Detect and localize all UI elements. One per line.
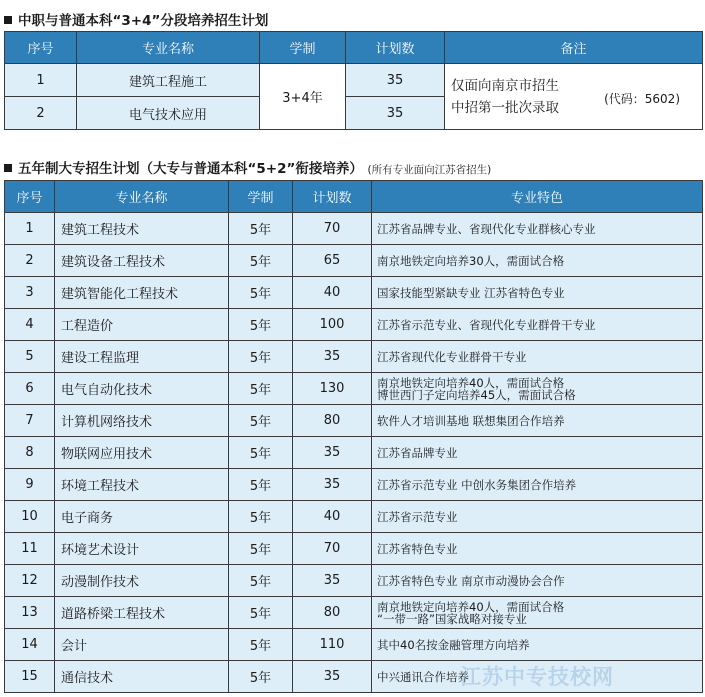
- row-duration: 5年: [229, 341, 293, 373]
- row-plan: 100: [293, 309, 372, 341]
- feature-line: 江苏省现代化专业群骨干专业: [377, 349, 527, 364]
- row-major: 建筑智能化工程技术: [55, 277, 229, 309]
- row-no: 1: [5, 64, 77, 97]
- row-major: 计算机网络技术: [55, 405, 229, 437]
- row-no: 13: [5, 597, 55, 629]
- row-feature: [372, 373, 703, 405]
- row-major: 建筑工程施工: [77, 64, 260, 97]
- header-duration: 学制: [260, 32, 346, 64]
- row-plan: 35: [346, 64, 445, 97]
- feature-line: 江苏省品牌专业: [377, 445, 458, 460]
- row-major: 电子商务: [55, 501, 229, 533]
- row-major: 动漫制作技术: [55, 565, 229, 597]
- feature-line: 江苏省特色专业: [377, 541, 458, 556]
- row-feature: [372, 597, 703, 629]
- row-no: 2: [5, 97, 77, 130]
- row-duration: 5年: [229, 277, 293, 309]
- row-duration: 3+4年: [260, 64, 346, 130]
- header-duration: 学制: [229, 181, 293, 213]
- row-duration: 5年: [229, 309, 293, 341]
- header-major: 专业名称: [77, 32, 260, 64]
- feature-line: “一带一路”国家战略对接专业: [377, 611, 527, 626]
- row-major: 道路桥梁工程技术: [55, 597, 229, 629]
- row-duration: 5年: [229, 469, 293, 501]
- row-major: 工程造价: [55, 309, 229, 341]
- table-row: [5, 405, 703, 437]
- vocational-bachelor-plan-table: [4, 31, 703, 130]
- feature-line: 江苏省品牌专业、省现代化专业群核心专业: [377, 221, 596, 236]
- row-no: 11: [5, 533, 55, 565]
- row-feature: [372, 469, 703, 501]
- table-header-row: [5, 181, 703, 213]
- row-no: 9: [5, 469, 55, 501]
- row-plan: 80: [293, 597, 372, 629]
- row-major: 电气自动化技术: [55, 373, 229, 405]
- row-no: 12: [5, 565, 55, 597]
- row-feature: [372, 213, 703, 245]
- header-no: 序号: [5, 32, 77, 64]
- feature-line: 中兴通讯合作培养: [377, 669, 469, 684]
- table-row: [5, 501, 703, 533]
- row-feature: [372, 309, 703, 341]
- feature-line: 博世西门子定向培养45人，需面试合格: [377, 387, 576, 402]
- table-row: [5, 245, 703, 277]
- row-plan: 35: [293, 437, 372, 469]
- row-major: 电气技术应用: [77, 97, 260, 130]
- row-plan: 35: [346, 97, 445, 130]
- table-row: [5, 565, 703, 597]
- row-no: 7: [5, 405, 55, 437]
- row-duration: 5年: [229, 437, 293, 469]
- row-no: 15: [5, 661, 55, 693]
- row-feature: [372, 565, 703, 597]
- row-plan: 70: [293, 533, 372, 565]
- row-plan: 40: [293, 501, 372, 533]
- row-duration: 5年: [229, 213, 293, 245]
- header-plan: 计划数: [346, 32, 445, 64]
- row-no: 5: [5, 341, 55, 373]
- row-major: 物联网应用技术: [55, 437, 229, 469]
- row-no: 14: [5, 629, 55, 661]
- row-major: 建设工程监理: [55, 341, 229, 373]
- row-feature: [372, 533, 703, 565]
- section1-title: 中职与普通本科“3+4”分段培养招生计划: [4, 9, 268, 29]
- section2-title: 五年制大专招生计划（大专与普通本科“5+2”衔接培养） (所有专业面向江苏省招生): [4, 157, 491, 177]
- row-feature: [372, 629, 703, 661]
- row-duration: 5年: [229, 629, 293, 661]
- row-plan: 70: [293, 213, 372, 245]
- header-remark: 备注: [445, 32, 703, 64]
- feature-line: 南京地铁定向培养40人，需面试合格: [377, 375, 565, 390]
- row-no: 4: [5, 309, 55, 341]
- table-header-row: [5, 32, 703, 64]
- row-feature: [372, 277, 703, 309]
- row-feature: [372, 245, 703, 277]
- feature-line: 南京地铁定向培养30人，需面试合格: [377, 253, 565, 268]
- row-plan: 35: [293, 565, 372, 597]
- row-feature: [372, 501, 703, 533]
- row-plan: 130: [293, 373, 372, 405]
- row-feature: [372, 437, 703, 469]
- table-row: [5, 437, 703, 469]
- feature-line: 江苏省特色专业 南京市动漫协会合作: [377, 573, 565, 588]
- header-major: 专业名称: [55, 181, 229, 213]
- feature-line: 江苏省示范专业 中创水务集团合作培养: [377, 477, 577, 492]
- row-major: 建筑工程技术: [55, 213, 229, 245]
- row-duration: 5年: [229, 245, 293, 277]
- feature-line: 江苏省示范专业、省现代化专业群骨干专业: [377, 317, 596, 332]
- remark-cell: [445, 64, 703, 130]
- row-duration: 5年: [229, 501, 293, 533]
- row-plan: 110: [293, 629, 372, 661]
- table-row: [5, 373, 703, 405]
- row-major: 建筑设备工程技术: [55, 245, 229, 277]
- row-feature: [372, 405, 703, 437]
- section2-note: (所有专业面向江苏省招生): [367, 164, 492, 176]
- table-row: [5, 533, 703, 565]
- header-plan: 计划数: [293, 181, 372, 213]
- header-feature: 专业特色: [372, 181, 703, 213]
- square-bullet-icon: [4, 16, 12, 24]
- table-row: [5, 597, 703, 629]
- row-plan: 40: [293, 277, 372, 309]
- row-duration: 5年: [229, 373, 293, 405]
- table-row: [5, 629, 703, 661]
- row-plan: 80: [293, 405, 372, 437]
- feature-line: 软件人才培训基地 联想集团合作培养: [377, 413, 565, 428]
- row-plan: 35: [293, 469, 372, 501]
- row-duration: 5年: [229, 565, 293, 597]
- feature-line: 南京地铁定向培养40人，需面试合格: [377, 599, 565, 614]
- row-major: 通信技术: [55, 661, 229, 693]
- row-duration: 5年: [229, 533, 293, 565]
- remark-code: (代码：5602): [604, 92, 680, 106]
- table-row: [5, 309, 703, 341]
- remark-line-2: 中招第一批次录取: [451, 99, 559, 116]
- feature-line: 江苏省示范专业: [377, 509, 458, 524]
- row-plan: 35: [293, 661, 372, 693]
- five-year-college-plan-table: [4, 180, 703, 693]
- row-major: 环境工程技术: [55, 469, 229, 501]
- row-duration: 5年: [229, 405, 293, 437]
- row-no: 8: [5, 437, 55, 469]
- feature-line: 国家技能型紧缺专业 江苏省特色专业: [377, 285, 565, 300]
- row-feature: [372, 341, 703, 373]
- row-no: 10: [5, 501, 55, 533]
- row-no: 3: [5, 277, 55, 309]
- row-plan: 35: [293, 341, 372, 373]
- row-major: 环境艺术设计: [55, 533, 229, 565]
- table-row: [5, 213, 703, 245]
- table-row: [5, 341, 703, 373]
- row-no: 2: [5, 245, 55, 277]
- row-duration: 5年: [229, 597, 293, 629]
- site-watermark: 江苏中专技校网: [460, 665, 614, 689]
- table-row: [5, 64, 703, 97]
- row-major: 会计: [55, 629, 229, 661]
- remark-line-1: 仅面向南京市招生: [451, 77, 559, 94]
- row-no: 6: [5, 373, 55, 405]
- feature-line: 其中40名按金融管理方向培养: [377, 637, 530, 652]
- row-duration: 5年: [229, 661, 293, 693]
- table-row: [5, 277, 703, 309]
- row-plan: 65: [293, 245, 372, 277]
- square-bullet-icon: [4, 164, 12, 172]
- header-no: 序号: [5, 181, 55, 213]
- table-row: [5, 469, 703, 501]
- row-no: 1: [5, 213, 55, 245]
